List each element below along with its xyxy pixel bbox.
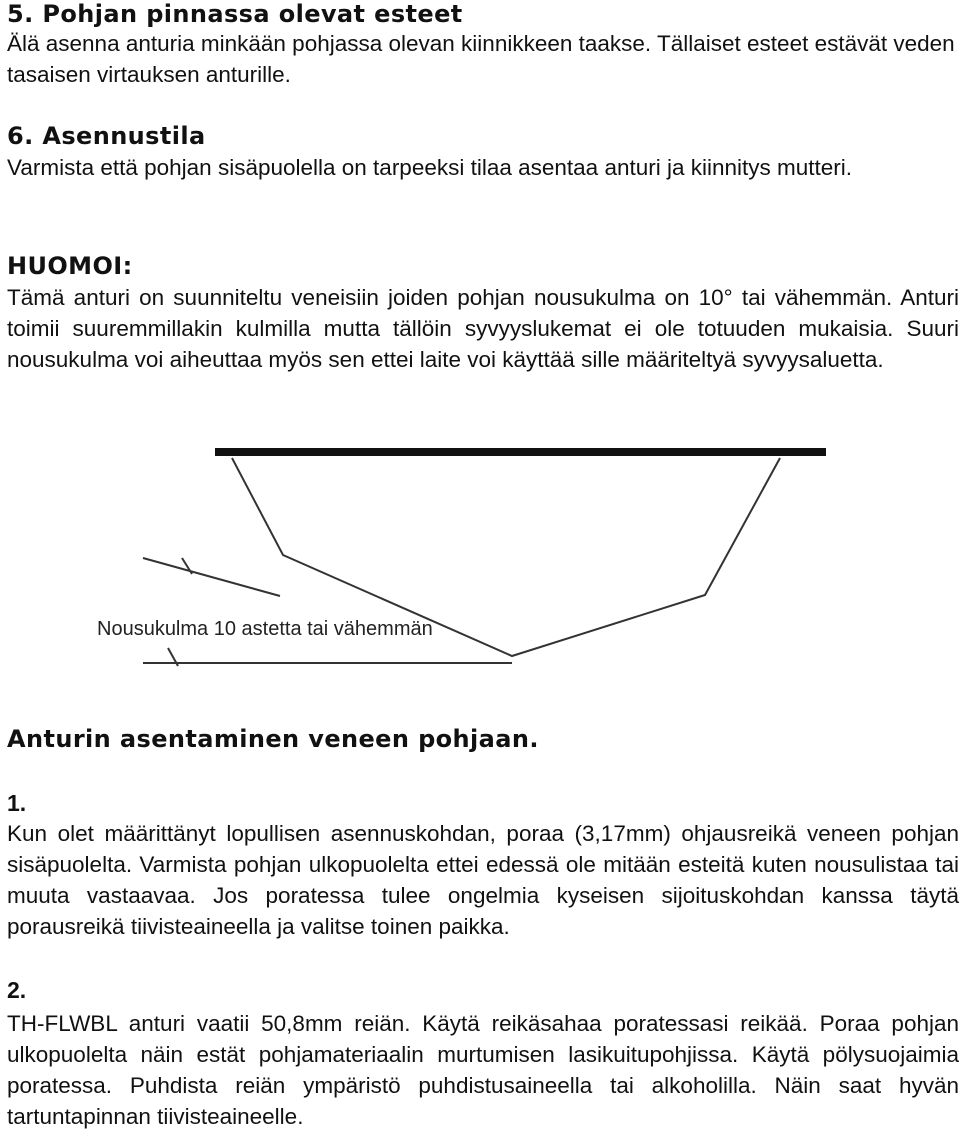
step-1-number: 1. — [7, 790, 27, 816]
installation-heading: Anturin asentaminen veneen pohjaan. — [7, 725, 539, 753]
step-1-text: Kun olet määrittänyt lopullisen asennuskohdan, poraa (3,17mm) ohjausreikä veneen pohjan sisäpuolelta. Varmista pohjan ulkopuolelta ettei edessä ole mitään esteitä kuten nousulistaa tai muuta vastaavaa. Jos poratessa tulee ongelmia kyseisen sijoituskohdan kanssa täytä porausreikä tiivisteaineella ja valitse toinen paikka. — [7, 821, 959, 939]
step-2-text: TH-FLWBL anturi vaatii 50,8mm reiän. Käytä reikäsahaa poratessasi reikää. Poraa pohjan ulkopuolelta näin estät pohjamateriaalin murtumisen lasikuitupohjissa. Käytä pölysuojaimia poratessa. Puhdista reiän ympäristö puhdistusaineella tai alkoholilla. Näin saat hyvän tartuntapinnan tiivisteaineelle. — [7, 1011, 959, 1129]
note-heading: HUOMOI: — [7, 252, 133, 280]
deadrise-angle-label: Nousukulma 10 astetta tai vähemmän — [97, 618, 433, 640]
angle-tick-upper — [182, 558, 192, 574]
section-5-heading: 5. Pohjan pinnassa olevat esteet — [7, 0, 463, 28]
deadrise-angle-line — [143, 558, 280, 596]
hull-deadrise-diagram — [0, 430, 960, 690]
step-2-number: 2. — [7, 977, 27, 1003]
section-5-text: Älä asenna anturia minkään pohjassa olevan kiinnikkeen taakse. Tällaiset esteet estävät veden tasaisen virtauksen anturille. — [7, 31, 955, 87]
section-6-text: Varmista että pohjan sisäpuolella on tarpeeksi tilaa asentaa anturi ja kiinnitys mutteri. — [7, 155, 853, 180]
note-text: Tämä anturi on suunniteltu veneisiin joiden pohjan nousukulma on 10° tai vähemmän. Anturi toimii suuremmillakin kulmilla mutta tällöin syvyyslukemat ei ole totuuden mukaisia. Suuri nousukulma voi aiheuttaa myös sen ettei laite voi käyttää sille määriteltyä syvyysaluetta. — [7, 285, 959, 372]
section-6-heading: 6. Asennustila — [7, 122, 206, 150]
